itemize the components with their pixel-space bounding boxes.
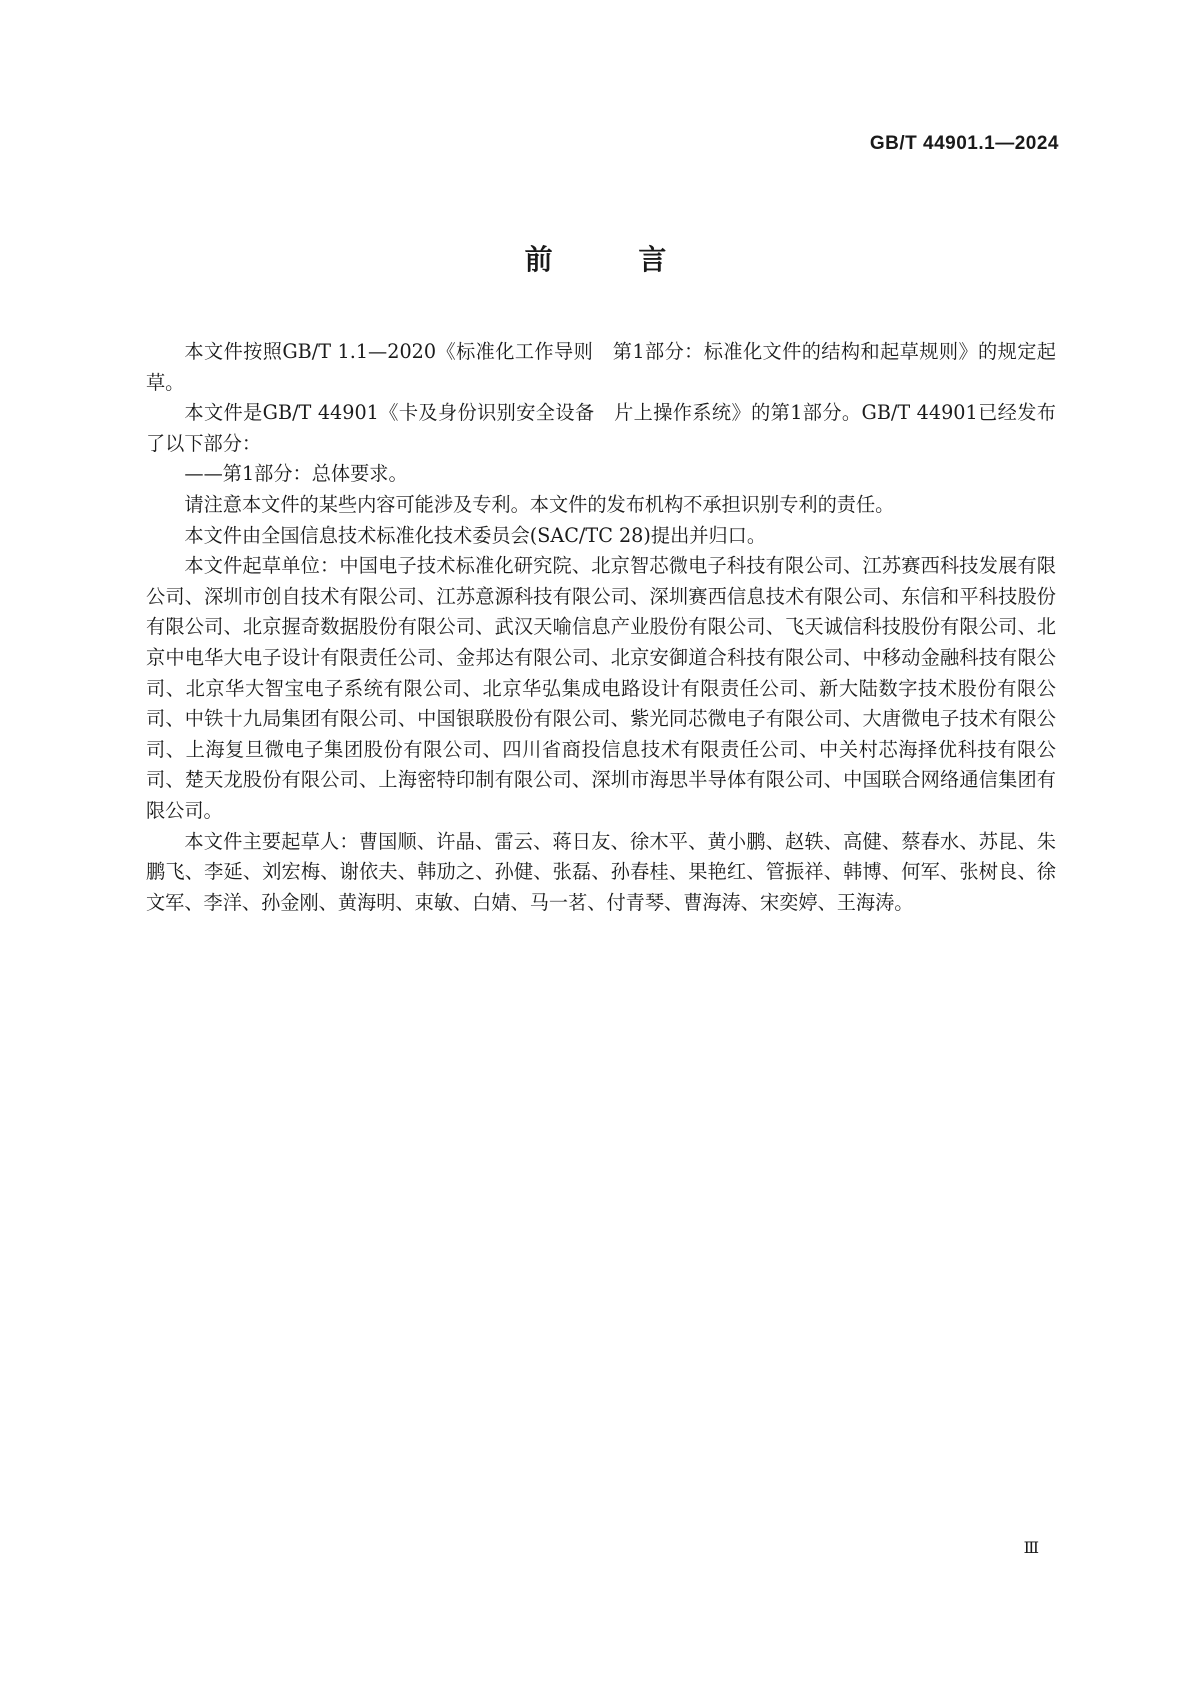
paragraph-drafting-rules: 本文件按照GB/T 1.1—2020《标准化工作导则 第1部分：标准化文件的结构和起草规则》的规定起草。 bbox=[146, 340, 1056, 394]
paragraph-drafters: 本文件主要起草人：曹国顺、许晶、雷云、蒋日友、徐木平、黄小鹏、赵轶、高健、蔡春水、苏昆、朱鹏飞、李延、刘宏梅、谢依夫、韩劢之、孙健、张磊、孙春桂、果艳红、管振祥、韩博、何军、张树良、徐文军、李洋、孙金刚、黄海明、束敏、白婧、马一茗、付青琴、曹海涛、宋奕婷、王海涛。 bbox=[146, 829, 1056, 914]
paragraph-drafting-units: 本文件起草单位：中国电子技术标准化研究院、北京智芯微电子科技有限公司、江苏赛西科技发展有限公司、深圳市创自技术有限公司、江苏意源科技有限公司、深圳赛西信息技术有限公司、东信和平科技股份有限公司、北京握奇数据股份有限公司、武汉天喻信息产业股份有限公司、飞天诚信科技股份有限公司、北京中电华大电子设计有限责任公司、金邦达有限公司、北京安御道合科技有限公司、中移动金融科技有限公司、北京华大智宝电子系统有限公司、北京华弘集成电路设计有限责任公司、新大陆数字技术股份有限公司、中铁十九局集团有限公司、中国银联股份有限公司、紫光同芯微电子有限公司、大唐微电子技术有限公司、上海复旦微电子集团股份有限公司、四川省商投信息技术有限责任公司、中关村芯海择优科技有限公司、楚天龙股份有限公司、上海密特印制有限公司、深圳市海思半导体有限公司、中国联合网络通信集团有限公司。 bbox=[146, 554, 1056, 822]
standard-code: GB/T 44901.1—2024 bbox=[869, 133, 1059, 154]
document-body bbox=[146, 337, 1056, 918]
paragraph-part-list: ——第1部分：总体要求。 bbox=[184, 462, 408, 486]
page-number: Ⅲ bbox=[1023, 1540, 1039, 1557]
paragraph-patent-notice: 请注意本文件的某些内容可能涉及专利。本文件的发布机构不承担识别专利的责任。 bbox=[184, 492, 895, 516]
page-title: 前 言 bbox=[524, 243, 705, 276]
paragraph-part-info: 本文件是GB/T 44901《卡及身份识别安全设备 片上操作系统》的第1部分。GB/T 44901已经发布了以下部分： bbox=[146, 401, 1056, 455]
paragraph-proposer: 本文件由全国信息技术标准化技术委员会(SAC/TC 28)提出并归口。 bbox=[184, 523, 767, 547]
